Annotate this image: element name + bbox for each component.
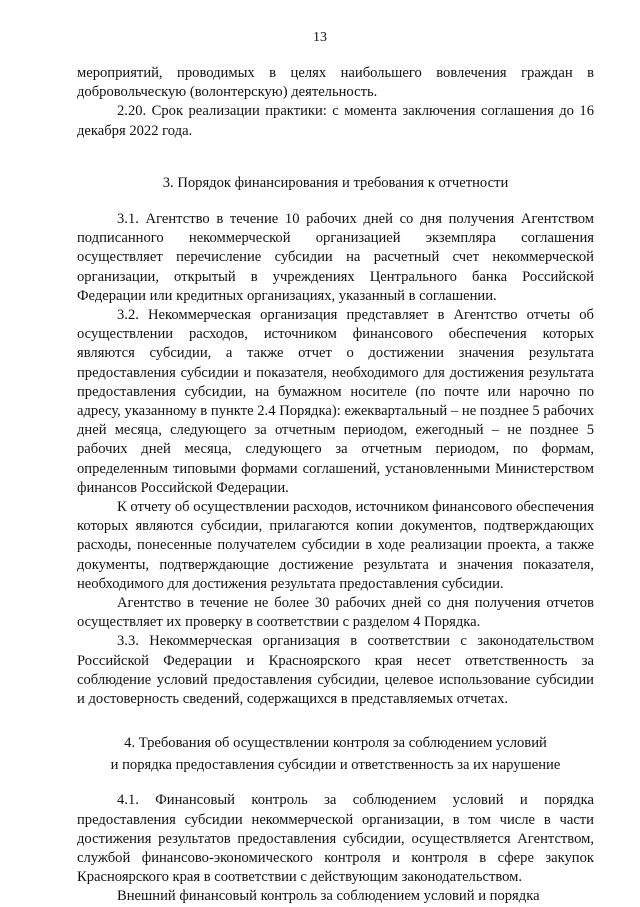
paragraph-3-2-verification: Агентство в течение не более 30 рабочих дней со дня получения отчетов осуществляет их проверку в соответствии с разделом 4 Порядка. bbox=[77, 595, 594, 631]
paragraph-continuation: мероприятий, проводимых в целях наибольшего вовлечения граждан в добровольческую (волонтерскую) деятельность. bbox=[77, 65, 594, 101]
section-4-heading bbox=[77, 732, 594, 776]
paragraph-3-2: 3.2. Некоммерческая организация представляет в Агентство отчеты об осуществлении расходов, источником финансового обеспечения которых являются субсидии, а также отчет о достижении значения результата предоставления субсидии и показателя, необходимого для достижения результата предоставления субсидии, на бумажном носителе (по почте или нарочно по адресу, указанному в пункте 2.4 Порядка): ежеквартальный – не позднее 5 рабочих дней месяца, следующего за отчетным периодом, ежегодный – не позднее 5 рабочих дней месяца, следующего за отчетным периодом, по формам, определенным типовыми формами соглашений, установленными Министерством финансов Российской Федерации. bbox=[77, 307, 594, 496]
paragraph-4-1: 4.1. Финансовый контроль за соблюдением условий и порядка предоставления субсидии некоммерческой организации, в том числе в части достижения результатов предоставления субсидии, осуществляется Агентством, службой финансово-экономического контроля и контроля в сфере закупок Красноярского края в соответствии с действующим законодательством. bbox=[77, 792, 594, 886]
paragraph-3-2-attachments: К отчету об осуществлении расходов, источником финансового обеспечения которых являются субсидии, прилагаются копии документов, подтверждающих расходы, понесенные получателем субсидии в ходе реализации проекта, а также документы, подтверждающие достижение результата и значения показателя, необходимого для достижения результата предоставления субсидии. bbox=[77, 499, 594, 592]
section-4-heading-line-2: и порядка предоставления субсидии и ответственность за их нарушение bbox=[110, 757, 561, 774]
paragraph-3-3: 3.3. Некоммерческая организация в соответствии с законодательством Российской Федерации и Красноярского края несет ответственность за соблюдение условий предоставления субсидии, целевое использование субсидии и достоверность сведений, содержащихся в представляемых отчетах. bbox=[77, 633, 594, 708]
section-3-heading: 3. Порядок финансирования и требования к отчетности bbox=[162, 174, 509, 191]
paragraph-2-20: 2.20. Срок реализации практики: с момента заключения соглашения до 16 декабря 2022 года. bbox=[77, 103, 594, 139]
page-body bbox=[77, 64, 594, 907]
page-number: 13 bbox=[313, 30, 327, 45]
paragraph-3-1: 3.1. Агентство в течение 10 рабочих дней со дня получения Агентством подписанного некоммерческой организацией экземпляра соглашения осуществляет перечисление субсидии на расчетный счет некоммерческой организации, открытый в учреждениях Центрального банка Российской Федерации или кредитных организациях, указанный в соглашении. bbox=[77, 211, 594, 304]
section-4-heading-line-1: 4. Требования об осуществлении контроля за соблюдением условий bbox=[124, 735, 547, 752]
paragraph-4-1-external: Внешний финансовый контроль за соблюдением условий и порядка bbox=[117, 888, 540, 905]
